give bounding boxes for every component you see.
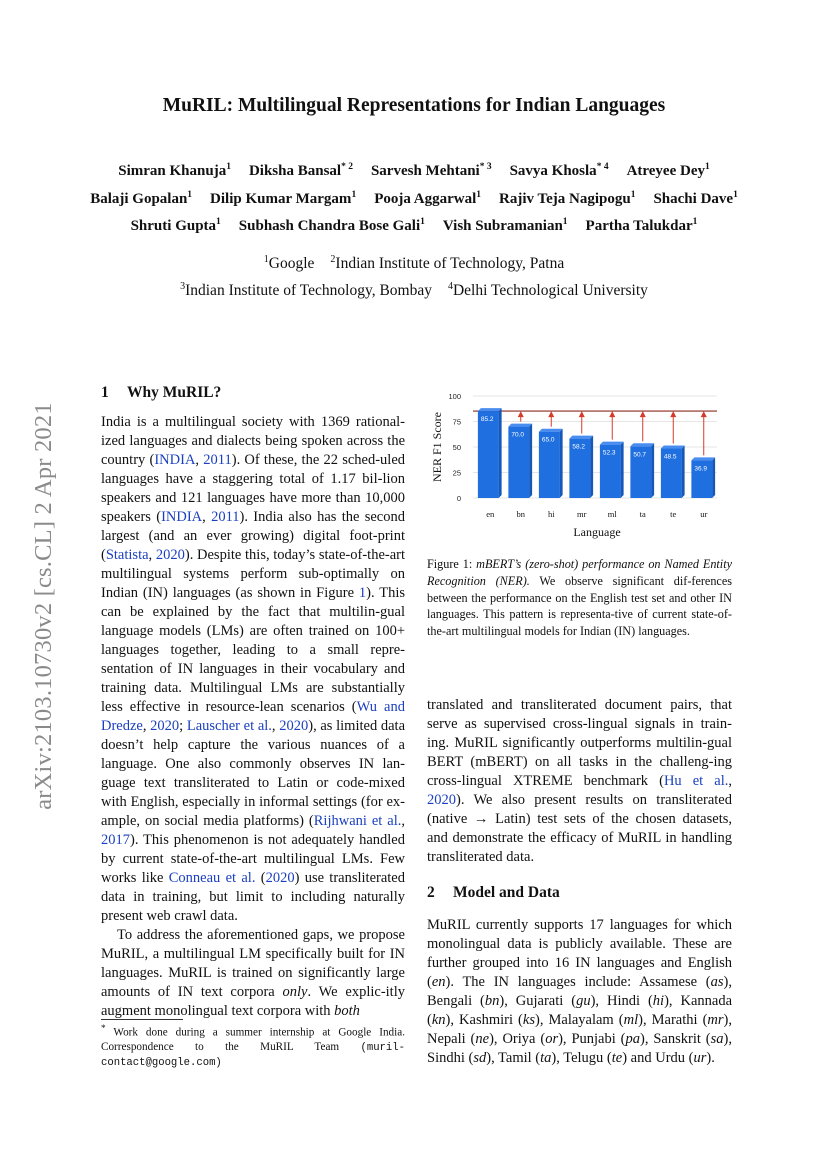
text-run: ). The IN languages include: Assamese ( xyxy=(445,974,711,990)
right-column-text-bottom xyxy=(427,916,732,1068)
text-run: ) and Urdu ( xyxy=(622,1050,694,1066)
section-heading-1 xyxy=(101,384,221,402)
author-name-text: Pooja Aggarwal xyxy=(374,191,477,207)
footnote xyxy=(101,1022,405,1070)
affiliation-name: Indian Institute of Technology, Patna xyxy=(335,255,565,273)
text-run: ; xyxy=(179,718,187,734)
data-label: 65.0 xyxy=(541,436,555,444)
affiliation-row-1 xyxy=(0,254,828,273)
data-label: 36.9 xyxy=(694,465,708,473)
affiliation xyxy=(448,282,648,299)
affiliation-marker: 3 xyxy=(180,281,186,292)
author-name-text: Diksha Bansal xyxy=(248,163,342,179)
author-name-text: Shachi Dave xyxy=(653,191,734,207)
text-run: ), Malayalam ( xyxy=(534,1012,624,1028)
emphasis-text: mBERT’s (zero-shot) performance on Named Entity Recognition (NER). xyxy=(427,557,732,588)
author-row-3 xyxy=(0,217,828,235)
x-tick-label: ml xyxy=(607,509,617,519)
bar xyxy=(478,411,499,498)
author-affiliation-marker: 1 xyxy=(216,217,221,227)
emphasis-text: ta xyxy=(540,1050,552,1066)
text-run: To address the aforementioned gaps, we propose MuRIL, a multilingual LM specifically built for IN languages. MuRIL is trained on significantly large amounts of IN text corpora xyxy=(101,927,405,1000)
author-name xyxy=(131,218,221,234)
gap-arrow-head xyxy=(548,411,554,417)
author-name-text: Partha Talukdar xyxy=(585,218,693,234)
text-run: ). India also has the second largest (and an ever growing) digital foot-print ( xyxy=(101,509,405,563)
text-run: ), Sindhi ( xyxy=(427,1031,732,1066)
arxiv-identifier: arXiv:2103.10730v2 [cs.CL] 2 Apr 2021 xyxy=(30,402,57,810)
author-name xyxy=(371,163,492,179)
text-run: . We explic-itly augment monolingual text corpora with xyxy=(101,984,405,1019)
x-tick-label: te xyxy=(670,509,677,519)
y-tick-label: 50 xyxy=(452,443,461,452)
author-affiliation-marker: * 3 xyxy=(479,162,492,172)
text-run: ), Hindi ( xyxy=(590,993,653,1009)
text-run: ), Tamil ( xyxy=(486,1050,541,1066)
bar-top xyxy=(600,442,624,445)
emphasis-text: ur xyxy=(693,1050,707,1066)
affiliation-name: Google xyxy=(268,255,315,273)
citation-link[interactable]: 2017 xyxy=(101,832,130,848)
text-run: ), Kannada ( xyxy=(427,993,733,1028)
citation-link[interactable]: Lauscher et al. xyxy=(186,718,272,734)
bar-top xyxy=(630,443,654,446)
section-title: Why MuRIL? xyxy=(127,384,222,401)
affiliation xyxy=(264,255,315,272)
data-label: 52.3 xyxy=(602,449,616,457)
citation-link[interactable]: 1 xyxy=(358,585,367,601)
author-name xyxy=(210,191,356,207)
emphasis-text: as xyxy=(710,974,724,990)
author-affiliation-marker: 1 xyxy=(226,162,231,172)
text-run: ). We also present results on transliterated (native → Latin) test sets of the chosen datasets, and demonstrate the efficacy of MuRIL in handling transliterated data. xyxy=(427,792,732,865)
emphasis-text: en xyxy=(431,974,446,990)
affiliation-row-2 xyxy=(0,281,828,300)
emphasis-text: ks xyxy=(522,1012,535,1028)
author-name xyxy=(249,163,353,179)
y-tick-label: 25 xyxy=(452,468,461,478)
citation-link[interactable]: 2020 xyxy=(155,547,185,563)
bar-top xyxy=(478,408,502,411)
author-name xyxy=(118,163,231,179)
citation-link[interactable]: 2020 xyxy=(150,718,180,734)
bar-top xyxy=(569,436,593,439)
emphasis-text: ml xyxy=(623,1012,639,1028)
affiliation-marker: 4 xyxy=(447,281,453,292)
emphasis-text: sd xyxy=(473,1050,487,1066)
emphasis-text: hi xyxy=(652,993,665,1009)
bar-top xyxy=(661,446,685,449)
citation-link[interactable]: 2020 xyxy=(427,792,456,808)
text-run: ). This phenomenon is not adequately handled by current state-of-the-art multilingual LMs. Few works like xyxy=(101,832,405,886)
citation-link[interactable]: Rijhwani et al. xyxy=(313,813,402,829)
text-run: ), Gujarati ( xyxy=(499,993,577,1009)
text-run: ). Of these, the 22 sched-uled languages have a staggering total of 1.17 bil-lion speakers and 121 languages have more than 10,000 speakers ( xyxy=(101,452,405,525)
text-run: ), Nepali ( xyxy=(427,1012,732,1047)
author-affiliation-marker: * 4 xyxy=(596,162,609,172)
author-affiliation-marker: 1 xyxy=(351,190,357,200)
x-tick-label: ta xyxy=(639,509,646,519)
emphasis-text: te xyxy=(611,1050,623,1066)
affiliation-marker: 1 xyxy=(263,254,269,265)
text-run: ), as limited data doesn’t help capture the various nuances of a language. One also commonly observes IN lan-guage text transliterated to Latin or code-mixed with English, especially in informal settings (for ex-ample, on social media platforms) ( xyxy=(101,718,406,829)
section-heading-2 xyxy=(427,884,560,902)
citation-link[interactable]: Hu et al. xyxy=(663,773,729,789)
data-label: 70.0 xyxy=(511,431,525,439)
footnote-email: (muril-contact@google.com) xyxy=(101,1041,405,1069)
bar-side xyxy=(590,436,593,498)
text-run: Figure 1: xyxy=(427,557,477,571)
gap-arrow-head xyxy=(670,411,676,417)
bar-side xyxy=(712,457,715,498)
footnote-text: Work done during a summer internship at Google India. Correspondence to the MuRIL Team xyxy=(101,1026,405,1053)
author-affiliation-marker: 1 xyxy=(705,162,710,172)
citation-link[interactable]: INDIA xyxy=(154,452,196,468)
text-run: ), Punjabi ( xyxy=(558,1031,626,1047)
author-affiliation-marker: 1 xyxy=(562,217,568,227)
author-name xyxy=(443,218,568,234)
text-run: ). xyxy=(706,1050,715,1066)
citation-link[interactable]: 2020 xyxy=(279,718,309,734)
section-number: 2 xyxy=(427,884,435,901)
text-run: We observe significant dif-ferences between the performance on the English test set and other IN languages. This pattern is representa-tive of current state-of-the-art multilingual models for Indian (IN) languages. xyxy=(427,573,732,639)
x-tick-label: mr xyxy=(577,509,587,519)
affiliation-marker: 2 xyxy=(330,254,336,265)
affiliation xyxy=(180,282,432,299)
author-affiliation-marker: 1 xyxy=(420,217,425,227)
citation-link[interactable]: Conneau et al. xyxy=(168,870,256,886)
citation-link[interactable]: 2011 xyxy=(203,452,232,468)
affiliation xyxy=(330,255,564,272)
citation-link[interactable]: INDIA xyxy=(161,509,203,525)
author-row-1 xyxy=(0,162,828,180)
emphasis-text: bn xyxy=(484,993,500,1009)
text-run: ). Despite this, today’s state-of-the-art multilingual systems perform sub-optimally on Indian (IN) languages (as shown in Figure xyxy=(101,547,406,601)
x-tick-label: en xyxy=(486,509,495,519)
citation-link[interactable]: Wu and Dredze xyxy=(101,699,405,734)
bar-side xyxy=(621,442,624,498)
bar-top xyxy=(691,457,715,460)
emphasis-text: only xyxy=(282,984,308,1000)
text-run: ). This can be explained by the fact that multilin-gual language models (LMs) are often trained on 100+ languages together, leading to a small repre-sentation of IN languages in their vocabulary and training data. Multilingual LMs are substantially less effective in resource-lean scenarios ( xyxy=(101,585,405,715)
text-run: , xyxy=(202,509,212,525)
x-tick-label: hi xyxy=(547,509,555,519)
bar-side xyxy=(651,443,654,498)
affiliation-name: Delhi Technological University xyxy=(452,282,648,300)
bar-top xyxy=(539,429,563,432)
author-name-text: Sarvesh Mehtani xyxy=(370,163,480,179)
data-label: 58.2 xyxy=(572,443,586,451)
author-name xyxy=(627,163,710,179)
bar-side xyxy=(682,446,685,498)
bar-top xyxy=(508,424,532,427)
author-name xyxy=(90,191,192,207)
ner-bar-chart xyxy=(425,386,735,546)
author-name-text: Balaji Gopalan xyxy=(90,191,188,207)
author-name xyxy=(586,218,698,234)
affiliation-name: Indian Institute of Technology, Bombay xyxy=(185,282,432,300)
gap-arrow-head xyxy=(579,411,585,417)
citation-link[interactable]: 2011 xyxy=(211,509,240,525)
author-name-text: Savya Khosla xyxy=(509,163,597,179)
author-name-text: Vish Subramanian xyxy=(442,218,563,234)
bar-side xyxy=(499,408,502,498)
emphasis-text: ne xyxy=(475,1031,490,1047)
emphasis-text: sa xyxy=(710,1031,724,1047)
emphasis-text: both xyxy=(334,1003,360,1019)
author-name-text: Shruti Gupta xyxy=(130,218,217,234)
paragraph-proposal xyxy=(101,926,405,1021)
author-name-text: Atreyee Dey xyxy=(626,163,705,179)
gap-arrow-head xyxy=(518,411,524,417)
text-run: ( xyxy=(255,870,266,886)
author-name xyxy=(239,218,425,234)
text-run: ), Marathi ( xyxy=(638,1012,708,1028)
right-column-text-top xyxy=(427,696,732,867)
paragraph-contributions xyxy=(427,696,732,867)
author-name-text: Dilip Kumar Margam xyxy=(210,191,352,207)
text-run: ), Kashmiri ( xyxy=(445,1012,523,1028)
author-row-2 xyxy=(0,190,828,208)
text-run: MuRIL currently supports 17 languages for which monolingual data is publicly available. These are further grouped into 16 IN languages and English ( xyxy=(427,917,732,990)
emphasis-text: gu xyxy=(576,993,591,1009)
y-axis-label: NER F1 Score xyxy=(430,412,444,482)
text-run: , xyxy=(401,813,405,829)
gap-arrow-head xyxy=(609,411,615,417)
author-name-text: Simran Khanuja xyxy=(118,163,227,179)
text-run: , xyxy=(148,547,156,563)
paragraph-why-muril xyxy=(101,413,405,926)
text-run: India is a multilingual society with 1369 rational-ized languages and dialects being spoken across the country ( xyxy=(101,414,405,468)
citation-link[interactable]: 2020 xyxy=(265,870,295,886)
emphasis-text: kn xyxy=(431,1012,446,1028)
y-tick-label: 0 xyxy=(456,494,461,503)
data-label: 50.7 xyxy=(633,451,647,459)
author-affiliation-marker: 1 xyxy=(187,190,193,200)
text-run: , xyxy=(728,773,732,789)
figure-caption xyxy=(427,556,732,640)
y-tick-label: 75 xyxy=(452,417,461,427)
gap-arrow-head xyxy=(640,411,646,417)
x-axis-label: Language xyxy=(573,525,621,539)
paper-title: MuRIL: Multilingual Representations for Indian Languages xyxy=(162,95,666,116)
gap-arrow-head xyxy=(701,411,707,417)
emphasis-text: pa xyxy=(625,1031,640,1047)
x-tick-label: ur xyxy=(700,509,708,519)
emphasis-text: or xyxy=(545,1031,559,1047)
chart-canvas xyxy=(425,386,735,546)
author-name xyxy=(510,163,609,179)
text-run: , xyxy=(271,718,280,734)
x-tick-label: bn xyxy=(516,509,525,519)
text-run: , xyxy=(195,452,204,468)
text-run: ), Bengali ( xyxy=(427,974,732,1009)
citation-link[interactable]: Statista xyxy=(105,547,149,563)
text-run: ), Telugu ( xyxy=(551,1050,612,1066)
left-column-text xyxy=(101,413,405,1021)
author-affiliation-marker: 1 xyxy=(733,190,738,200)
author-name xyxy=(653,191,737,207)
author-name xyxy=(499,191,635,207)
text-run: translated and transliterated document pairs, that serve as supervised cross-lingual signals in train-ing. MuRIL significantly outperforms multilin-gual BERT (mBERT) on all tasks in the challeng-ing cross-lingual XTREME benchmark ( xyxy=(427,697,732,789)
section-number: 1 xyxy=(101,384,109,401)
paragraph-languages xyxy=(427,916,732,1068)
data-label: 48.5 xyxy=(663,453,677,461)
bar-side xyxy=(529,424,532,498)
author-affiliation-marker: 1 xyxy=(476,190,482,200)
emphasis-text: mr xyxy=(707,1012,724,1028)
author-name xyxy=(374,191,481,207)
author-affiliation-marker: 1 xyxy=(692,217,698,227)
bar-side xyxy=(560,429,563,498)
section-title: Model and Data xyxy=(453,884,560,901)
data-label: 85.2 xyxy=(480,416,494,424)
text-run: ), Oriya ( xyxy=(489,1031,546,1047)
text-run: , xyxy=(142,718,151,734)
footnote-marker: * xyxy=(101,1024,106,1034)
author-name-text: Rajiv Teja Nagipogu xyxy=(499,191,631,207)
text-run: ) use transliterated data in training, but limit to including naturally present web crawl data. xyxy=(101,870,405,924)
text-run: ), Sanskrit ( xyxy=(640,1031,711,1047)
author-affiliation-marker: 1 xyxy=(630,190,636,200)
author-affiliation-marker: * 2 xyxy=(341,162,353,172)
author-name-text: Subhash Chandra Bose Gali xyxy=(238,218,421,234)
y-tick-label: 100 xyxy=(448,392,461,401)
footnote-rule xyxy=(101,1019,183,1020)
arxiv-sidebar xyxy=(30,371,58,841)
